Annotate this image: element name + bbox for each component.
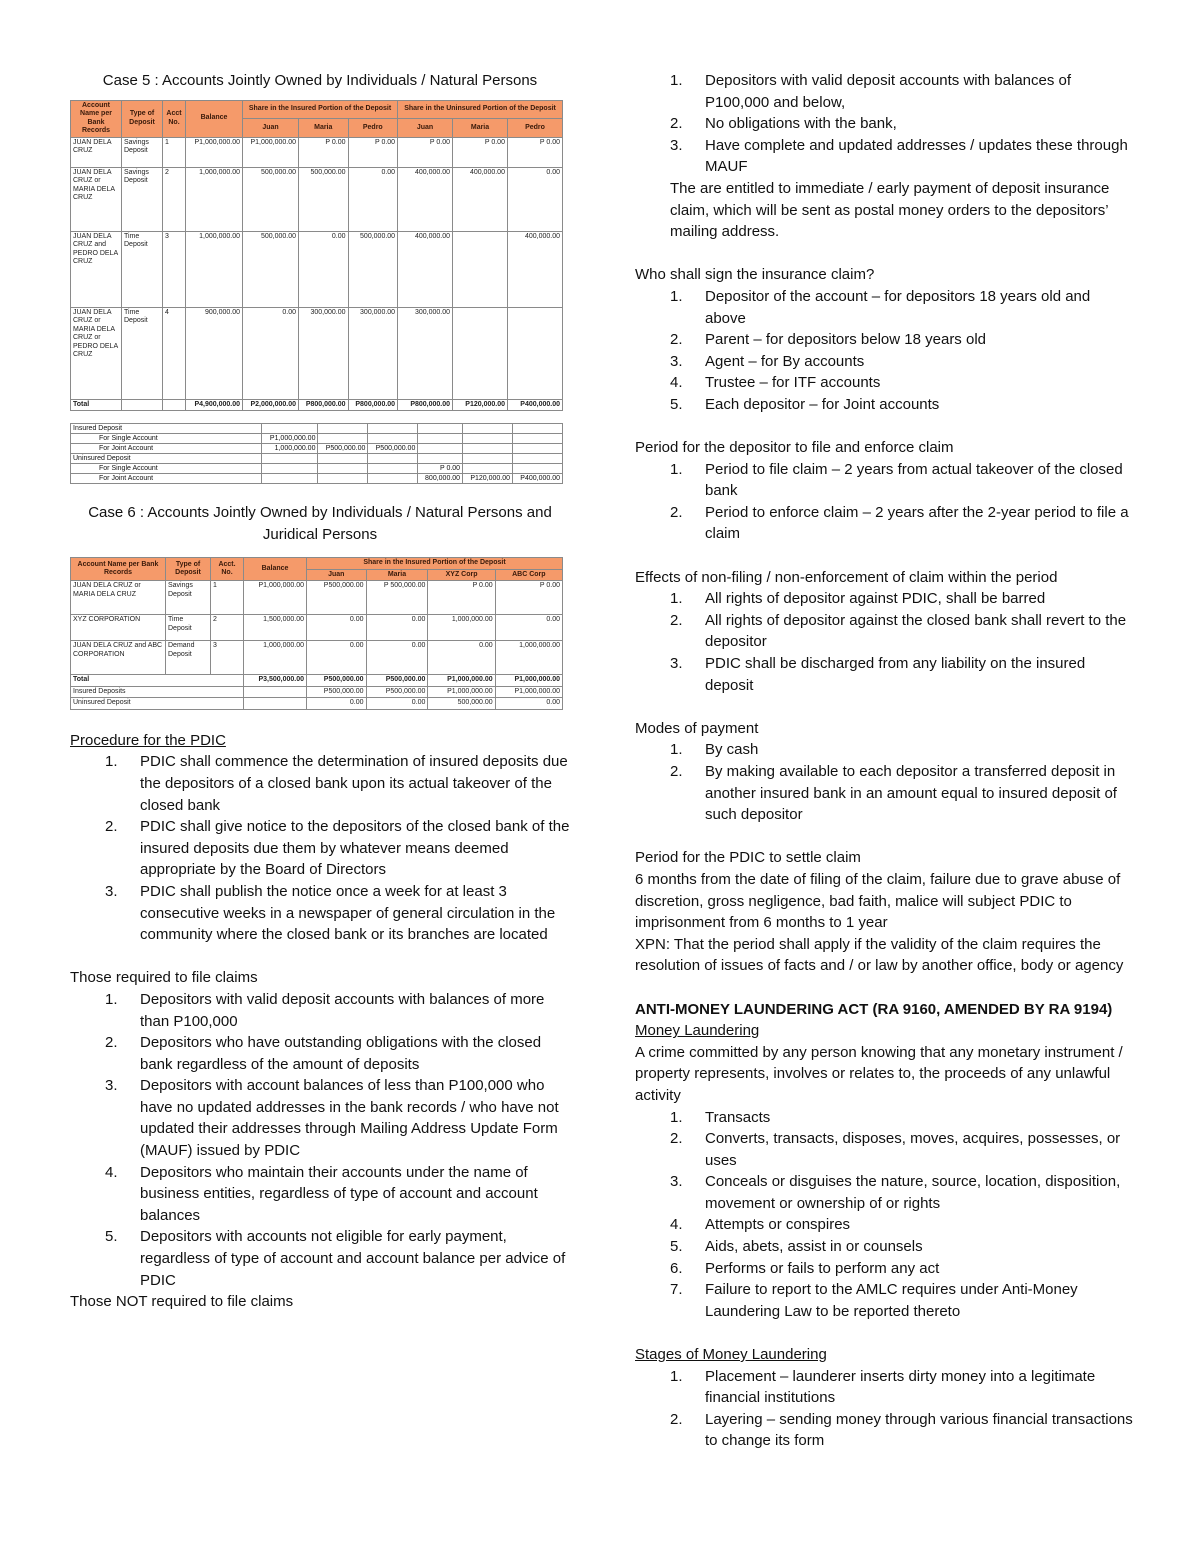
case5-header-person: Juan (398, 119, 453, 138)
list-item: 1. Period to file claim – 2 years from actual takeover of the closed bank (670, 460, 1123, 500)
cell: 0.00 (495, 615, 562, 641)
cell: P120,000.00 (463, 474, 513, 484)
who-sign-heading: Who shall sign the insurance claim? (635, 266, 875, 284)
list-item: 1. By cash (670, 741, 759, 759)
list-item: 4. Trustee – for ITF accounts (670, 374, 881, 392)
cell: Total (71, 675, 244, 687)
cell: 0.00 (428, 641, 495, 675)
cell: 300,000.00 (398, 307, 453, 399)
cell: P800,000.00 (398, 399, 453, 411)
money-laundering-heading: Money Laundering (635, 1022, 760, 1040)
cell (318, 434, 368, 444)
cell (453, 231, 508, 307)
list-item: 5. Each depositor – for Joint accounts (670, 395, 940, 413)
cell: 800,000.00 (418, 474, 463, 484)
cell: P1,000,000.00 (186, 137, 243, 167)
cell: P500,000.00 (366, 686, 428, 698)
cell: P 0.00 (348, 137, 398, 167)
cell (262, 454, 318, 464)
table-row (71, 167, 563, 231)
cell: P800,000.00 (348, 399, 398, 411)
list-item: 4. Attempts or conspires (670, 1216, 851, 1234)
list-item: 3. Depositors with account balances of less than P100,000 who have no updated addresses in the bank records / who have not updated their addresses through Mailing Address Update Form (MAUF) issued by PDIC (105, 1077, 559, 1160)
procedure-heading: Procedure for the PDIC (70, 731, 226, 749)
list-item: 3. Agent – for By accounts (670, 352, 865, 370)
table-row (71, 137, 563, 167)
cell: 500,000.00 (299, 167, 349, 231)
settle-exception: XPN: That the period shall apply if the validity of the claim requires the resolution of issues of facts and / or law by another office, body or agency (635, 935, 1124, 975)
cell: P1,000,000.00 (428, 675, 495, 687)
cell: 900,000.00 (186, 307, 243, 399)
cell: JUAN DELA CRUZ (71, 137, 122, 167)
cell (368, 424, 418, 434)
cell: P 0.00 (495, 581, 562, 615)
cell (122, 399, 163, 411)
case5-header-uninsured: Share in the Uninsured Portion of the Deposit (398, 100, 563, 119)
cell: 500,000.00 (348, 231, 398, 307)
cell (463, 444, 513, 454)
list-item: 2. Layering – sending money through various financial transactions to change its form (670, 1410, 1133, 1450)
cell: Uninsured Deposit (71, 454, 262, 464)
cell: JUAN DELA CRUZ or MARIA DELA CRUZ or PEDRO DELA CRUZ (71, 307, 122, 399)
cell (368, 464, 418, 474)
table-row (71, 464, 563, 474)
list-item: 2. Converts, transacts, disposes, moves, acquires, possesses, or uses (670, 1130, 1121, 1169)
cell: P 0.00 (507, 137, 562, 167)
settle-text: 6 months from the date of filing of the claim, failure due to grave abuse of discretion, gross negligence, bad faith, malice will subject PDIC to imprisonment from 6 months to 1 year (635, 870, 1121, 932)
cell: 4 (163, 307, 186, 399)
cell (163, 399, 186, 411)
cell (513, 454, 563, 464)
cell: P500,000.00 (318, 444, 368, 454)
not-required-list (635, 70, 1135, 178)
list-item: 1. PDIC shall commence the determination of insured deposits due the depositors of a closed bank upon its actual takeover of the closed bank (105, 753, 568, 814)
required-list (70, 989, 570, 1291)
cell: 0.00 (366, 641, 428, 675)
entitled-text: The are entitled to immediate / early payment of deposit insurance claim, which will be sent as postal money orders to the depositors’ mailing address. (670, 179, 1110, 241)
case5-header-person: Maria (299, 119, 349, 138)
cell (513, 444, 563, 454)
table-row (71, 675, 563, 687)
cell (262, 464, 318, 474)
cell (463, 464, 513, 474)
list-item: 2. Period to enforce claim – 2 years after the 2-year period to file a claim (670, 503, 1129, 543)
cell: P1,000,000.00 (495, 686, 562, 698)
list-item: 3. PDIC shall be discharged from any liability on the insured deposit (670, 655, 1086, 694)
cell: 1 (211, 581, 244, 615)
case5-title: Case 5 : Accounts Jointly Owned by Individuals / Natural Persons (102, 72, 538, 89)
cell: 300,000.00 (348, 307, 398, 399)
cell: P500,000.00 (307, 686, 367, 698)
cell: P1,000,000.00 (428, 686, 495, 698)
period-file-list (635, 459, 1135, 545)
cell: 3 (211, 641, 244, 675)
cell (318, 424, 368, 434)
cell (368, 454, 418, 464)
list-item: 3. Conceals or disguises the nature, source, location, disposition, movement or ownership of or rights (670, 1173, 1121, 1212)
case5-header-balance: Balance (186, 100, 243, 137)
cell: 0.00 (348, 167, 398, 231)
cell (418, 454, 463, 464)
list-item: 2. All rights of depositor against the closed bank shall revert to the depositor (670, 611, 1127, 651)
settle-heading: Period for the PDIC to settle claim (635, 849, 861, 867)
cell (463, 424, 513, 434)
effects-list (635, 588, 1135, 696)
cell: 0.00 (243, 307, 299, 399)
amla-list (635, 1107, 1135, 1323)
cell: P400,000.00 (513, 474, 563, 484)
cell: P4,900,000.00 (186, 399, 243, 411)
cell: Time Deposit (166, 615, 211, 641)
table-row (71, 444, 563, 454)
case6-table (70, 557, 563, 710)
cell (513, 464, 563, 474)
cell: Demand Deposit (166, 641, 211, 675)
cell: 500,000.00 (428, 698, 495, 710)
cell: 1,000,000.00 (495, 641, 562, 675)
cell: P800,000.00 (299, 399, 349, 411)
cell (318, 474, 368, 484)
required-heading: Those required to file claims (70, 969, 258, 987)
cell: 3 (163, 231, 186, 307)
cell: P1,000,000.00 (243, 137, 299, 167)
cell: P1,000,000.00 (262, 434, 318, 444)
case6-header-account: Account Name per Bank Records (71, 558, 166, 581)
cell (262, 474, 318, 484)
table-row (71, 454, 563, 464)
cell: 500,000.00 (243, 167, 299, 231)
cell: P400,000.00 (507, 399, 562, 411)
list-item: 7. Failure to report to the AMLC requires under Anti-Money Laundering Law to be reported thereto (670, 1281, 1078, 1320)
right-column (635, 70, 1135, 1452)
list-item: 2. By making available to each depositor a transferred deposit in another insured bank in an amount equal to insured deposit of such depositor (670, 763, 1117, 824)
list-item: 5. Depositors with accounts not eligible for early payment, regardless of type of account and account balance per advice of PDIC (105, 1228, 566, 1289)
cell: For Single Account (71, 464, 262, 474)
case6-header-acct: Acct. No. (211, 558, 244, 581)
cell: 2 (163, 167, 186, 231)
list-item: 1. Transacts (670, 1108, 771, 1126)
cell: Insured Deposits (71, 686, 244, 698)
cell (244, 686, 307, 698)
cell (453, 307, 508, 399)
cell: P3,500,000.00 (244, 675, 307, 687)
list-item: 1. All rights of depositor against PDIC, shall be barred (670, 590, 1046, 608)
not-required-heading: Those NOT required to file claims (70, 1293, 294, 1311)
cell: XYZ CORPORATION (71, 615, 166, 641)
case6-header-person: ABC Corp (495, 569, 562, 581)
case5-table (70, 100, 563, 412)
cell: 0.00 (507, 167, 562, 231)
list-item: 2. Depositors who have outstanding obligations with the closed bank regardless of the amount of deposits (105, 1034, 542, 1073)
cell: 500,000.00 (243, 231, 299, 307)
cell: P 0.00 (299, 137, 349, 167)
table-row (71, 615, 563, 641)
cell: 1 (163, 137, 186, 167)
case6-header-person: Maria (366, 569, 428, 581)
cell: 2 (211, 615, 244, 641)
case6-header-insured: Share in the Insured Portion of the Deposit (307, 558, 563, 570)
table-row (71, 424, 563, 434)
table-row (71, 641, 563, 675)
table-row (71, 307, 563, 399)
cell: P 0.00 (428, 581, 495, 615)
cell: P500,000.00 (307, 581, 367, 615)
cell: 400,000.00 (398, 167, 453, 231)
cell (418, 424, 463, 434)
cell: 400,000.00 (453, 167, 508, 231)
cell: P1,000,000.00 (495, 675, 562, 687)
cell: P2,000,000.00 (243, 399, 299, 411)
stages-list (635, 1366, 1135, 1452)
case6-title: Case 6 : Accounts Jointly Owned by Individuals / Natural Persons and Juridical Persons (88, 504, 552, 543)
list-item: 6. Performs or fails to perform any act (670, 1259, 940, 1277)
list-item: 3. PDIC shall publish the notice once a week for at least 3 consecutive weeks in a newspaper of general circulation in the community where the closed bank or its branches are located (105, 882, 556, 944)
cell: P500,000.00 (307, 675, 367, 687)
list-item: 2. PDIC shall give notice to the depositors of the closed bank of the insured deposits due them by whatever means deemed appropriate by the Board of Directors (105, 818, 570, 879)
table-row (71, 434, 563, 444)
cell: JUAN DELA CRUZ or MARIA DELA CRUZ (71, 581, 166, 615)
cell: P500,000.00 (366, 675, 428, 687)
table-row (71, 399, 563, 411)
list-item: 2. Parent – for depositors below 18 years old (670, 331, 986, 349)
cell: Uninsured Deposit (71, 698, 244, 710)
cell: JUAN DELA CRUZ and ABC CORPORATION (71, 641, 166, 675)
table-row (71, 474, 563, 484)
cell: 400,000.00 (507, 231, 562, 307)
case5-header-account: Account Name per Bank Records (71, 100, 122, 137)
cell: For Joint Account (71, 444, 262, 454)
cell: 1,000,000.00 (428, 615, 495, 641)
cell (368, 434, 418, 444)
case5-header-person: Juan (243, 119, 299, 138)
cell: P120,000.00 (453, 399, 508, 411)
cell: Savings Deposit (122, 167, 163, 231)
cell (368, 474, 418, 484)
case5-header-acct: Acct No. (163, 100, 186, 137)
cell: Time Deposit (122, 231, 163, 307)
cell (507, 307, 562, 399)
cell (244, 698, 307, 710)
cell: Savings Deposit (166, 581, 211, 615)
cell: For Single Account (71, 434, 262, 444)
left-column (70, 70, 570, 1313)
amla-heading: ANTI-MONEY LAUNDERING ACT (RA 9160, AMENDED BY RA 9194) (635, 1000, 1113, 1018)
cell: For Joint Account (71, 474, 262, 484)
cell: P 500,000.00 (366, 581, 428, 615)
list-item: 1. Depositor of the account – for depositors 18 years old and above (670, 287, 1091, 327)
cell: 0.00 (366, 698, 428, 710)
cell: 1,500,000.00 (244, 615, 307, 641)
cell: 0.00 (307, 615, 367, 641)
table-row (71, 581, 563, 615)
case6-header-type: Type of Deposit (166, 558, 211, 581)
case6-header-person: XYZ Corp (428, 569, 495, 581)
modes-list (635, 739, 1135, 825)
cell: P 0.00 (453, 137, 508, 167)
cell: 1,000,000.00 (244, 641, 307, 675)
period-file-heading: Period for the depositor to file and enforce claim (635, 439, 954, 457)
list-item: 1. Placement – launderer inserts dirty money into a legitimate financial institutions (670, 1367, 1096, 1407)
money-laundering-definition: A crime committed by any person knowing that any monetary instrument / property represents, involves or relates to, the proceeds of any unlawful activity (635, 1043, 1123, 1104)
case5-header-person: Pedro (507, 119, 562, 138)
cell (513, 434, 563, 444)
cell: JUAN DELA CRUZ or MARIA DELA CRUZ (71, 167, 122, 231)
procedure-list (70, 751, 570, 945)
list-item: 1. Depositors with valid deposit accounts with balances of P100,000 and below, (670, 72, 1072, 111)
cell: 0.00 (495, 698, 562, 710)
cell (318, 454, 368, 464)
modes-heading: Modes of payment (635, 719, 759, 737)
table-row (71, 698, 563, 710)
cell: 0.00 (307, 641, 367, 675)
case6-header-person: Juan (307, 569, 367, 581)
case6-header-balance: Balance (244, 558, 307, 581)
cell (513, 424, 563, 434)
case5-header-person: Pedro (348, 119, 398, 138)
cell (418, 434, 463, 444)
cell: 300,000.00 (299, 307, 349, 399)
cell: 0.00 (307, 698, 367, 710)
table-row (71, 231, 563, 307)
cell: Insured Deposit (71, 424, 262, 434)
case5-header-person: Maria (453, 119, 508, 138)
cell: P500,000.00 (368, 444, 418, 454)
cell (463, 434, 513, 444)
list-item: 1. Depositors with valid deposit accounts with balances of more than P100,000 (105, 990, 545, 1030)
cell (418, 444, 463, 454)
cell: 1,000,000.00 (262, 444, 318, 454)
cell: Savings Deposit (122, 137, 163, 167)
cell: P1,000,000.00 (244, 581, 307, 615)
cell: 1,000,000.00 (186, 231, 243, 307)
table-row (71, 686, 563, 698)
list-item: 4. Depositors who maintain their accounts under the name of business entities, regardless of type of account and account balances (105, 1163, 538, 1224)
list-item: 3. Have complete and updated addresses / updates these through MAUF (670, 136, 1128, 176)
cell: 0.00 (366, 615, 428, 641)
cell: P 0.00 (398, 137, 453, 167)
cell: 0.00 (299, 231, 349, 307)
effects-heading: Effects of non-filing / non-enforcement of claim within the period (635, 568, 1058, 586)
cell: Total (71, 399, 122, 411)
cell (262, 424, 318, 434)
cell (463, 454, 513, 464)
case5-header-insured: Share in the Insured Portion of the Deposit (243, 100, 398, 119)
cell (318, 464, 368, 474)
list-item: 5. Aids, abets, assist in or counsels (670, 1238, 923, 1256)
cell: 1,000,000.00 (186, 167, 243, 231)
list-item: 2. No obligations with the bank, (670, 115, 897, 133)
who-sign-list (635, 286, 1135, 416)
cell: P 0.00 (418, 464, 463, 474)
cell: Time Deposit (122, 307, 163, 399)
cell: 400,000.00 (398, 231, 453, 307)
case5-summary-table (70, 423, 563, 484)
cell: JUAN DELA CRUZ and PEDRO DELA CRUZ (71, 231, 122, 307)
case5-header-type: Type of Deposit (122, 100, 163, 137)
stages-heading: Stages of Money Laundering (635, 1346, 827, 1364)
